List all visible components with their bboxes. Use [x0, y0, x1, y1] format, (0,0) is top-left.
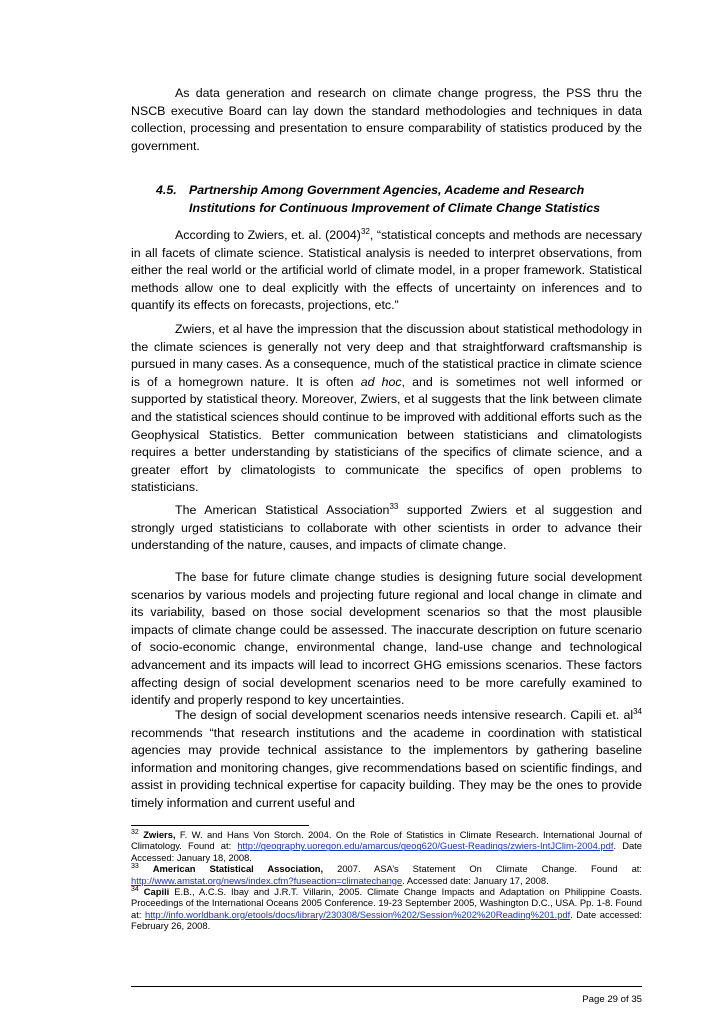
paragraph-design-part2: recommends “that research institutions and the academe in coordination with statistical agencies may provide technical assistance to the implementors by gathering baseline information and monitoring changes, give recommendations based on scientific findings, and assist in providing technical expertise for capacity building. They may be the ones to provide timely information and current useful and [131, 725, 642, 810]
footnote-34 [131, 886, 642, 932]
paragraph-asa-part2: supported Zwiers et al suggestion and strongly urged statisticians to collaborate with other scientists in order to advance their understanding of the nature, causes, and impacts of climate change. [131, 503, 642, 553]
footnote-32-after: . Date Accessed: January 18, 2008. [131, 840, 642, 863]
footnote-33-text: 2007. ASA’s Statement On Climate Change. Found at: [323, 863, 642, 875]
paragraph-intro [131, 85, 642, 155]
paragraph-design-part1: The design of social development scenarios needs intensive research. Capili et. al [175, 708, 634, 722]
footnote-32 [131, 829, 642, 863]
italic-ad-hoc: ad hoc [360, 374, 402, 389]
footnotes [131, 829, 642, 932]
paragraph-impression [131, 321, 642, 497]
paragraph-asa [131, 502, 642, 555]
footnote-33-number: 33 [131, 863, 139, 871]
footnote-ref-32[interactable]: 32 [360, 226, 370, 236]
page-number: Page 29 of 35 [582, 994, 642, 1005]
section-title-line1: Partnership Among Government Agencies, Academe and Research [189, 183, 585, 197]
footnote-ref-33[interactable]: 33 [389, 501, 399, 511]
footnote-34-after: . Date accessed: February 26, 2008. [131, 908, 642, 932]
footnote-34-author: Capili [143, 886, 170, 898]
paragraph-base-text: The base for future climate change studies is designing future social development scenarios by various models and projecting future regional and local change in climate and its variability, based on those social development scenarios so that the most plausible impacts of climate change could be assessed. The inaccurate description on future scenario of socio-economic change, environmental change, land-use change and technological advancement and its impacts will lead to incorrect GHG emissions scenarios. These factors affecting design of social development scenarios need to be more carefully examined to identify and properly respond to key uncertainties. [131, 570, 642, 708]
footnote-32-link[interactable]: http://geography.uoregon.edu/amarcus/geog620/Guest-Readings/zwiers-IntJClim-2004.pdf [237, 840, 614, 852]
footnote-34-text: E.B., A.C.S. Ibay and J.R.T. Villarin, 2005. Climate Change Impacts and Adaptation on Philippine Coasts. Proceedings of the International Oceans 2005 Conference. 19-23 September 2005, Washington D.C., USA. Pp. 1-8. Found at: [131, 886, 642, 920]
footnote-32-author: Zwiers, [143, 829, 176, 840]
footnote-34-number: 34 [131, 885, 139, 893]
paragraph-design [131, 707, 642, 813]
paragraph-impression-part1: Zwiers, et al have the impression that the discussion about statistical methodology in the climate sciences is generally not very deep and that straightforward craftsmanship is pursued in many cases. As a consequence, much of the statistical practice in climate science is of a homegrown nature. It is often [131, 322, 642, 389]
footnote-33 [131, 863, 642, 886]
footnote-32-number: 32 [131, 828, 139, 836]
footnote-33-author: American Statistical Association, [152, 863, 324, 875]
footnote-33-link[interactable]: http://www.amstat.org/news/index.cfm?fuseaction=climatechange [131, 874, 403, 886]
paragraph-zwiers-part2: , “statistical concepts and methods are necessary in all facets of climate science. Statistical analysis is needed to interpret observations, from either the real world or the artificial world of climate model, in a proper framework. Statistical methods allow one to deal explicitly with the effects of uncertainty on inferences and to quantify its effects on forecasts, projections, etc.” [131, 228, 643, 313]
footer-rule [131, 986, 642, 987]
paragraph-intro-text: As data generation and research on climate change progress, the PSS thru the NSCB executive Board can lay down the standard methodologies and techniques in data collection, processing and presentation to ensure comparability of statistics produced by the government. [131, 86, 642, 153]
paragraph-asa-part1: The American Statistical Association [175, 503, 390, 517]
paragraph-zwiers-part1: According to Zwiers, et. al. (2004) [175, 228, 361, 242]
footnote-34-link[interactable]: http://info.worldbank.org/etools/docs/library/230308/Session%202/Session%202%20Reading%201.pdf [144, 908, 571, 920]
footnote-32-text: F. W. and Hans Von Storch. 2004. On the Role of Statistics in Climate Research. International Journal of Climatology. Found at: [131, 829, 642, 852]
footnote-33-after: . Accessed date: January 17, 2008. [402, 874, 549, 886]
paragraph-zwiers [131, 227, 642, 315]
section-title-line2: Institutions for Continuous Improvement of Climate Change Statistics [189, 200, 600, 215]
footnote-separator [131, 825, 309, 826]
footnote-ref-34[interactable]: 34 [633, 706, 642, 716]
section-number: 4.5. [156, 183, 177, 197]
paragraph-impression-part2: , and is sometimes not well informed or supported by statistical theory. Moreover, Zwiers, et al suggests that the link between climate and the statistical sciences should continue to be improved with additional efforts such as the Geophysical Statistics. Better communication between statisticians and climatologists requires a better understanding by statisticians of the specifics of climate science, and a greater effort by climatologists to communicate the specifics of open problems to statisticians. [131, 374, 642, 495]
section-heading [156, 182, 642, 217]
paragraph-base [131, 569, 642, 710]
